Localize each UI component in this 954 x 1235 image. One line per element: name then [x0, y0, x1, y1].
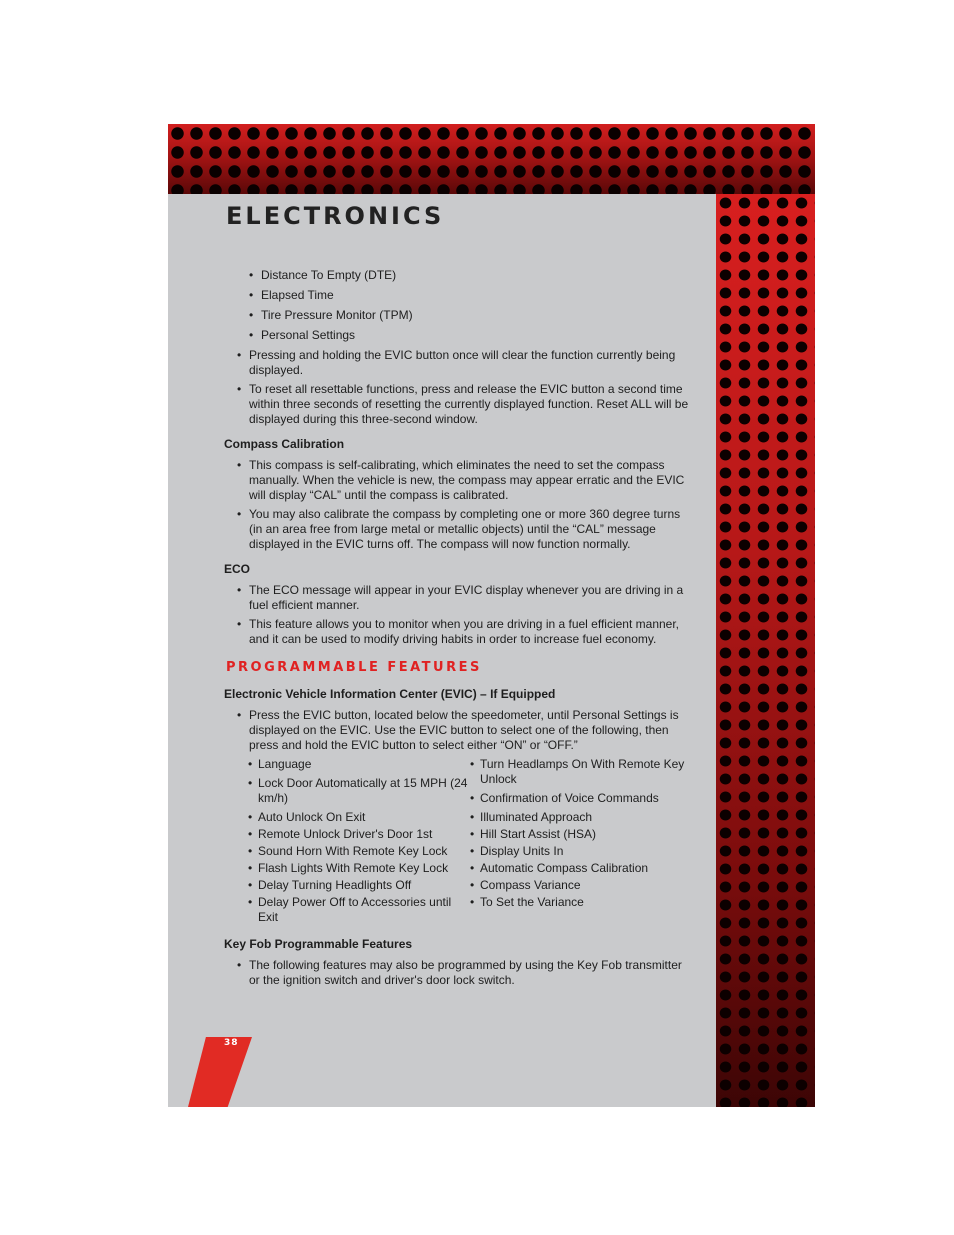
manual-page	[168, 124, 815, 1107]
body-text	[224, 268, 692, 992]
list-item: • Personal Settings	[224, 328, 692, 343]
personal-settings-columns	[224, 757, 692, 927]
section-title: ELECTRONICS	[226, 202, 445, 230]
settings-left-column	[248, 757, 470, 927]
content-area	[168, 194, 716, 1107]
list-item: • Elapsed Time	[224, 288, 692, 303]
evic-intro-list	[224, 708, 692, 753]
list-item: • Confirmation of Voice Commands	[470, 791, 692, 806]
list-item: • Pressing and holding the EVIC button once will clear the function currently being displayed.	[224, 348, 692, 378]
list-item: • Tire Pressure Monitor (TPM)	[224, 308, 692, 323]
keyfob-heading: Key Fob Programmable Features	[224, 937, 413, 951]
eco-heading: ECO	[224, 562, 251, 576]
eco-list	[224, 583, 692, 647]
keyfob-list	[224, 958, 692, 988]
page-number: 38	[224, 1038, 239, 1048]
list-item: • Lock Door Automatically at 15 MPH (24 km/h)	[248, 776, 470, 806]
list-item: • To reset all resettable functions, press and release the EVIC button a second time within three seconds of resetting the currently displayed function. Reset ALL will be displayed during this three-second window.	[224, 382, 692, 427]
list-item: • Remote Unlock Driver's Door 1st	[248, 827, 470, 842]
list-item: • The ECO message will appear in your EVIC display whenever you are driving in a fuel efficient manner.	[224, 583, 692, 613]
list-item: • This feature allows you to monitor when you are driving in a fuel efficient manner, and it can be used to modify driving habits in order to increase fuel economy.	[224, 617, 692, 647]
list-item: • Compass Variance	[470, 878, 692, 893]
list-item: • Flash Lights With Remote Key Lock	[248, 861, 470, 876]
list-item: • Distance To Empty (DTE)	[224, 268, 692, 283]
evic-notes-list	[224, 348, 692, 427]
list-item: • Hill Start Assist (HSA)	[470, 827, 692, 842]
list-item: • You may also calibrate the compass by completing one or more 360 degree turns (in an area free from large metal or metallic objects) until the “CAL” message displayed in the EVIC turns off. The compass will now function normally.	[224, 507, 692, 552]
settings-right-column	[470, 757, 692, 927]
evic-function-list	[224, 268, 692, 343]
list-item: • Auto Unlock On Exit	[248, 810, 470, 825]
list-item: • Press the EVIC button, located below the speedometer, until Personal Settings is displayed on the EVIC. Use the EVIC button to select one of the following, then press and hold the EVIC button to select either “ON” or “OFF.”	[224, 708, 692, 753]
programmable-features-heading: PROGRAMMABLE FEATURES	[226, 660, 482, 675]
list-item: • To Set the Variance	[470, 895, 692, 910]
list-item: • Illuminated Approach	[470, 810, 692, 825]
list-item: • This compass is self-calibrating, which eliminates the need to set the compass manually. When the vehicle is new, the compass may appear erratic and the EVIC will display “CAL” until the compass is calibrated.	[224, 458, 692, 503]
list-item: • Display Units In	[470, 844, 692, 859]
list-item: • Automatic Compass Calibration	[470, 861, 692, 876]
evic-programmable-heading: Electronic Vehicle Information Center (EVIC) – If Equipped	[224, 687, 556, 701]
compass-heading: Compass Calibration	[224, 437, 345, 451]
grille-side-pattern	[716, 194, 815, 1107]
list-item: • Turn Headlamps On With Remote Key Unlock	[470, 757, 692, 787]
list-item: • The following features may also be programmed by using the Key Fob transmitter or the ignition switch and driver's door lock switch.	[224, 958, 692, 988]
list-item: • Delay Power Off to Accessories until Exit	[248, 895, 470, 925]
list-item: • Delay Turning Headlights Off	[248, 878, 470, 893]
list-item: • Language	[248, 757, 470, 772]
grille-header-pattern	[168, 124, 815, 194]
list-item: • Sound Horn With Remote Key Lock	[248, 844, 470, 859]
compass-list	[224, 458, 692, 552]
